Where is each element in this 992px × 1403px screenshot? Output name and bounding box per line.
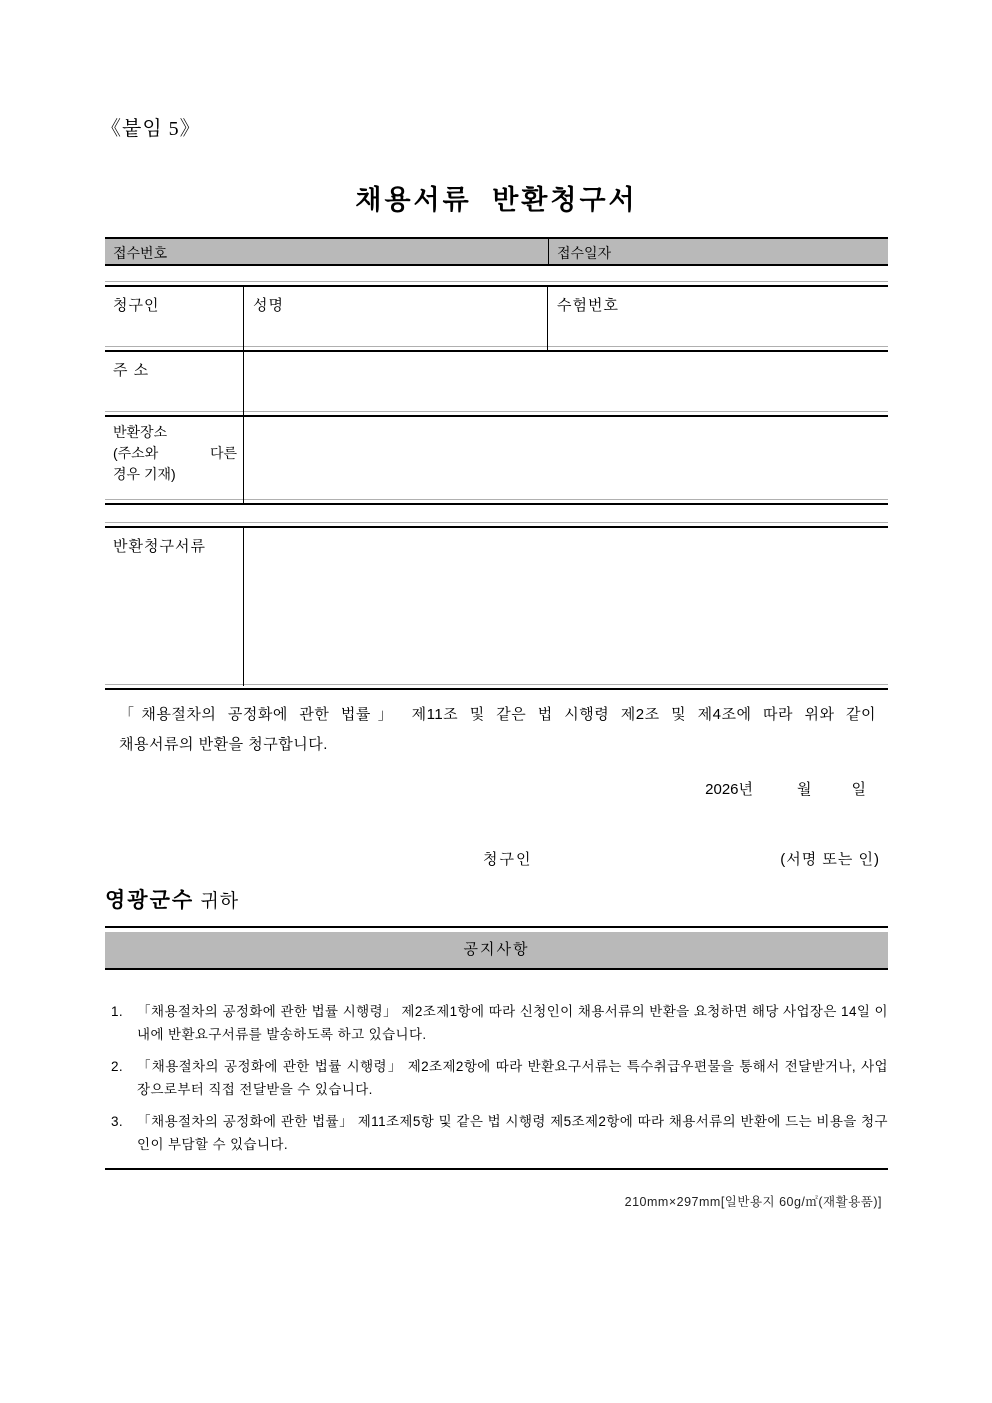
notice-item-1-text: 「채용절차의 공정화에 관한 법률 시행령」 제2조제1항에 따라 신청인이 채용서류의 반환을 요청하면 해당 사업장은 14일 이내에 반환요구서류를 발송하도록 하고 있습니다. <box>137 1004 888 1042</box>
return-place-line3: 경우 기재) <box>113 466 176 482</box>
receipt-number-cell: 접수번호 <box>113 245 168 261</box>
notice-item-3 <box>105 1110 888 1156</box>
statement-line1: 「채용절차의 공정화에 관한 법률」 제11조 및 같은 법 시행령 제2조 및 제4조에 따라 위와 같이 <box>119 706 876 723</box>
table-border-bottom <box>105 684 888 690</box>
notice-header-bar: 공지사항 <box>105 932 888 970</box>
notice-list <box>105 1000 888 1165</box>
row-separator <box>105 411 888 417</box>
notice-item-3-number: 3. <box>111 1114 124 1129</box>
notice-item-1-number: 1. <box>111 1004 124 1019</box>
exam-number-label: 수험번호 <box>557 297 619 314</box>
paper-spec-footer: 210mm×297mm[일반용지 60g/㎡(재활용품)] <box>624 1195 882 1209</box>
notice-top-border <box>105 926 888 928</box>
return-place-label <box>113 422 237 485</box>
signature-applicant-label: 청구인 <box>483 851 533 868</box>
request-documents-table <box>105 522 888 690</box>
name-label: 성명 <box>253 297 284 314</box>
date-line <box>105 778 888 799</box>
page-title: 채용서류 반환청구서 <box>355 185 638 215</box>
signature-line <box>105 848 888 870</box>
receipt-header-bar <box>105 237 888 266</box>
recipient-honorific: 귀하 <box>200 891 240 912</box>
notice-item-1 <box>105 1000 888 1046</box>
signature-note: (서명 또는 인) <box>780 851 880 868</box>
notice-item-2-text: 「채용절차의 공정화에 관한 법률 시행령」 제2조제2항에 따라 반환요구서류는 특수취급우편물을 통해서 전달받거나, 사업장으로부터 직접 전달받을 수 있습니다. <box>137 1059 888 1097</box>
name-exam-divider <box>547 287 548 350</box>
notice-item-2-number: 2. <box>111 1059 124 1074</box>
date-day: 일 <box>851 781 866 798</box>
request-documents-label: 반환청구서류 <box>113 538 206 555</box>
label-column-divider <box>243 528 244 686</box>
statement-paragraph <box>119 700 876 760</box>
attachment-label: 《붙임 5》 <box>101 118 201 140</box>
document-content <box>101 0 888 1403</box>
label-column-divider <box>243 287 244 503</box>
bottom-divider <box>105 1168 888 1170</box>
return-place-line2b: 다른 <box>209 445 237 461</box>
notice-item-3-text: 「채용절차의 공정화에 관한 법률」 제11조제5항 및 같은 법 시행령 제5조제2항에 따라 채용서류의 반환에 드는 비용을 청구인이 부담할 수 있습니다. <box>137 1114 888 1152</box>
recipient-name: 영광군수 <box>105 889 195 912</box>
applicant-label: 청구인 <box>113 297 160 314</box>
address-label: 주 소 <box>113 362 150 379</box>
return-place-line2a: (주소와 <box>113 445 159 461</box>
applicant-table <box>105 281 888 505</box>
notice-item-2 <box>105 1055 888 1101</box>
table-border-top <box>105 281 888 287</box>
row-separator <box>105 346 888 352</box>
return-place-line2 <box>113 443 237 464</box>
statement-line2: 채용서류의 반환을 청구합니다. <box>119 736 328 753</box>
date-month: 월 <box>797 781 812 798</box>
return-place-line1: 반환장소 <box>113 424 168 440</box>
notice-header <box>105 926 888 970</box>
date-year: 2026년 <box>705 781 753 798</box>
table-border-top <box>105 522 888 528</box>
receipt-date-cell: 접수일자 <box>548 239 888 264</box>
recipient-line <box>105 884 239 914</box>
table-border-bottom <box>105 499 888 505</box>
